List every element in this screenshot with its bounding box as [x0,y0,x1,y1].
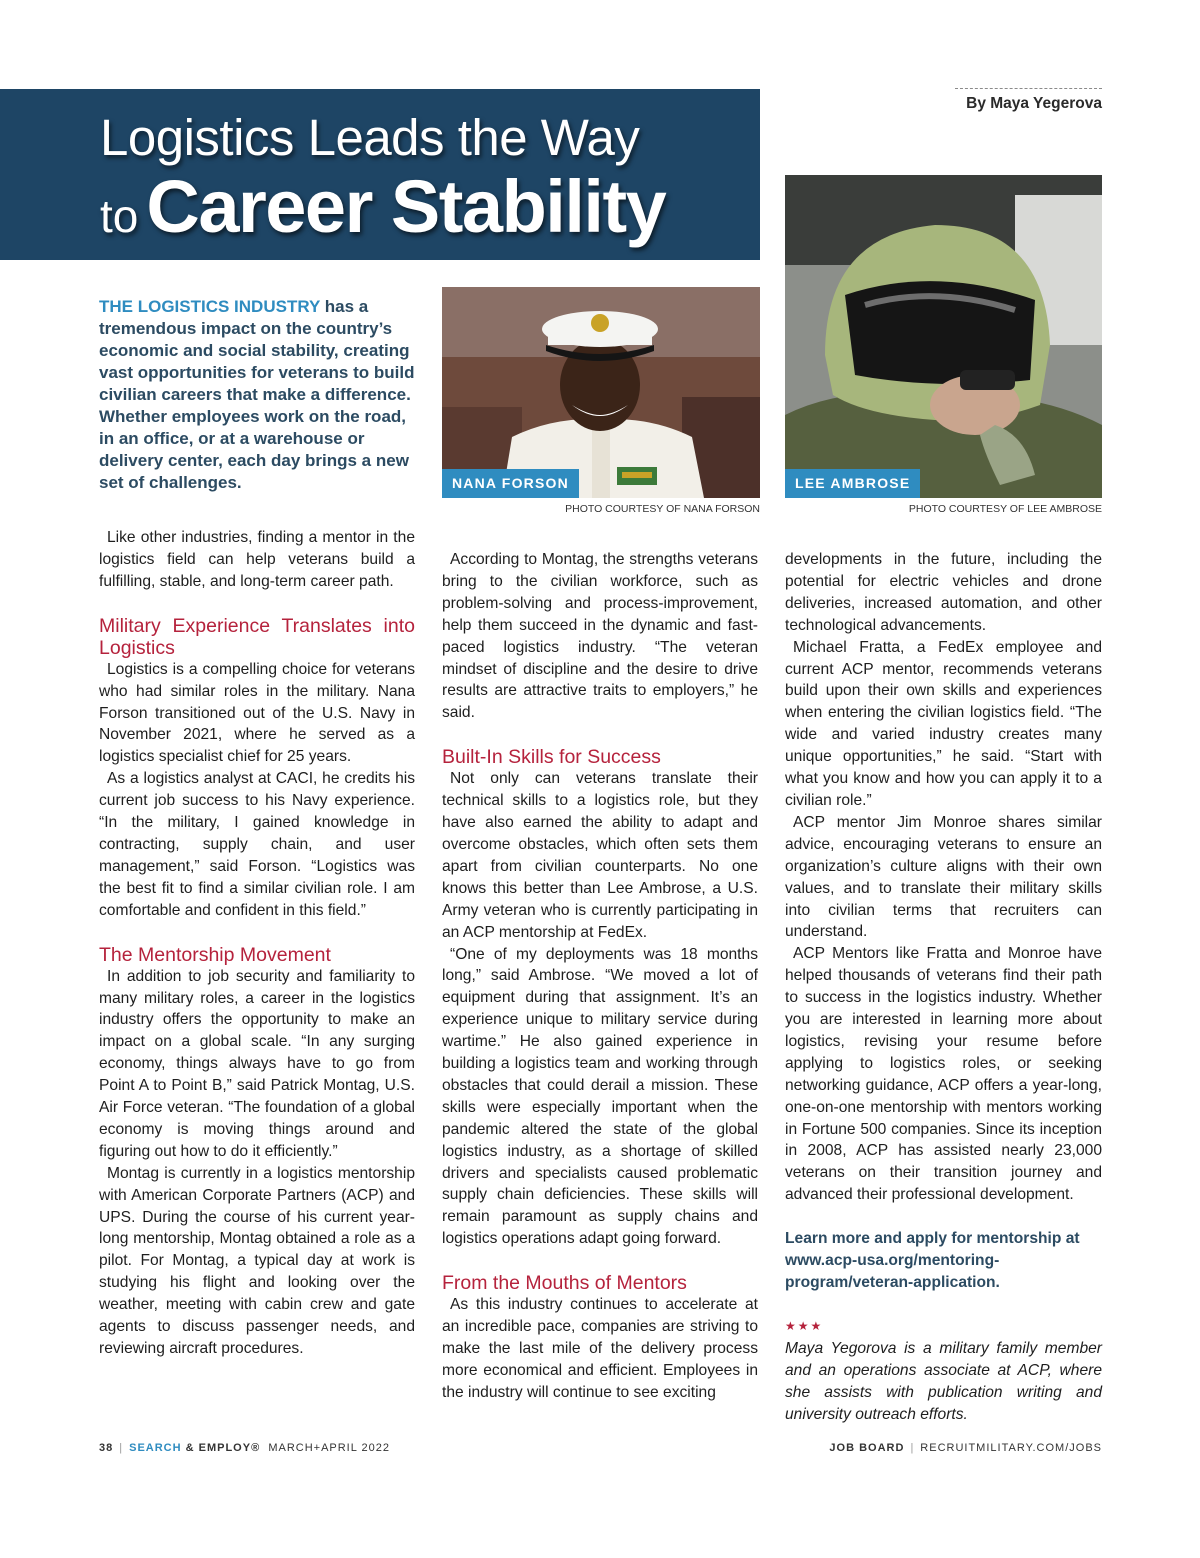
byline-rule [955,88,1102,89]
body-paragraph: Like other industries, finding a mentor in the logistics field can help veterans build a fulfilling, stable, and long-term career path. [99,529,415,590]
footer-right [700,1442,1102,1454]
body-paragraph: ACP mentor Jim Monroe shares similar advice, encouraging veterans to ensure an organization’s culture aligns with their own values, and to translate their military skills into civilian terms that recruiters can understand. [785,813,1102,941]
issue-date: MARCH+APRIL 2022 [268,1442,390,1454]
section-heading: Military Experience Translates into Logistics [99,614,415,659]
photo-credit-nana-forson: PHOTO COURTESY OF NANA FORSON [565,503,760,515]
stars-divider: ★★★ [785,1318,824,1333]
article-column-1 [99,527,415,1360]
section-heading: The Mentorship Movement [99,943,331,966]
body-paragraph: In addition to job security and familiarity to many military roles, a career in the logistics industry offers the opportunity to make an impact on a global scale. “In any surging economy, things always have to go from Point A to Point B,” said Patrick Montag, U.S. Air Force veteran. “The foundation of a global economy is moving things around and figuring out how to do it efficiently.” [99,967,415,1160]
footer-divider: | [910,1442,915,1454]
headline-line-1: Logistics Leads the Way [100,109,640,166]
body-paragraph: ACP Mentors like Fratta and Monroe have helped thousands of veterans find their path to success in the logistics industry. Whether you are interested in learning more about logistics, revising your resume before applying to logistics roles, or seeking networking guidance, ACP offers a year-long, one-on-one mentorship with mentors working in Fortune 500 companies. Since its inception in 2008, ACP has assisted nearly 23,000 veterans on their transition journey and advanced their professional development. [785,945,1102,1204]
intro-paragraph [99,296,419,494]
body-paragraph: As this industry continues to accelerate at an incredible pace, companies are striving to make the last mile of the delivery process more economical and efficient. Employees in the industry will continue to see exciting [442,1296,758,1401]
photo-credit-lee-ambrose: PHOTO COURTESY OF LEE AMBROSE [908,503,1102,515]
section-heading: Built-In Skills for Success [442,746,661,769]
magazine-name-employ: & EMPLOY® [185,1442,261,1454]
footer-url[interactable]: RECRUITMILITARY.COM/JOBS [920,1442,1102,1454]
body-paragraph: “One of my deployments was 18 months long,” said Ambrose. “We moved a lot of equipment during that assignment. It’s an experience unique to military service during wartime.” He also gained experience in building a logistics team and working through obstacles that could derail a mission. These skills were especially important when the pandemic altered the state of the global logistics industry, as a shortage of skilled drivers and specialists caused problematic supply chain deficiencies. These skills will remain paramount as supply chains and logistics operations adapt going forward. [442,945,758,1248]
body-paragraph: Logistics is a compelling choice for veterans who had similar roles in the military. Nana Forson transitioned out of the U.S. Navy in November 2021, where he served as a logistics specialist chief for 25 years. [99,660,415,766]
article-column-2 [442,549,758,1404]
section-heading: From the Mouths of Mentors [442,1272,687,1295]
body-paragraph: Michael Fratta, a FedEx employee and current ACP mentor, recommends veterans build upon their own skills and experiences when entering the civilian logistics field. “The wide and varied industry creates many unique opportunities,” he said. “Start with what you know and how you can apply it to a civilian role.” [785,638,1102,809]
body-paragraph: Montag is currently in a logistics mentorship with American Corporate Partners (ACP) and UPS. During the course of his current year-long mentorship, Montag obtained a role as a pilot. For Montag, a typical day at work is studying his flight and looking over the weather, meeting with cabin crew and gate agents to discuss passenger needs, and reviewing aircraft procedures. [99,1164,415,1357]
footer-left [99,1442,390,1454]
byline: By Maya Yegerova [966,95,1102,112]
intro-text: has a tremendous impact on the country’s economic and social stability, creating vast opportunities for veterans to build civilian careers that make a difference. Whether employees work on the road, in an office, or at a warehouse or delivery center, each day brings a new set of challenges. [99,297,415,492]
headline-line-2 [100,164,665,249]
navy-officer-illustration [442,287,760,498]
photo-nana-forson [442,287,760,498]
magazine-name-search: SEARCH [129,1442,182,1454]
intro-lead: THE LOGISTICS INDUSTRY [99,297,321,316]
mentorship-link[interactable]: Learn more and apply for mentorship at www.acp-usa.org/mentoring-program/veteran-application. [785,1230,1080,1291]
footer-divider: | [119,1442,124,1454]
army-pilot-illustration [785,175,1102,498]
headline-main: Career Stability [146,165,666,248]
body-paragraph: As a logistics analyst at CACI, he credits his current job success to his Navy experience. “In the military, I gained knowledge in contracting, supply chain, and user management,” said Forson. “Logistics was the best fit to find a similar civilian role. I am comfortable and confident in this field.” [99,770,415,919]
caption-tag-lee-ambrose: LEE AMBROSE [785,469,920,498]
body-paragraph: Not only can veterans translate their technical skills to a logistics role, but they have also earned the ability to adapt and overcome obstacles, which often sets them apart from civilian counterparts. No one knows this better than Lee Ambrose, a U.S. Army veteran who is currently participating in an ACP mentorship at FedEx. [442,770,758,941]
body-paragraph: developments in the future, including the potential for electric vehicles and drone deliveries, increased automation, and other technological advancements. [785,551,1102,634]
photo-lee-ambrose [785,175,1102,498]
caption-tag-nana-forson: NANA FORSON [442,469,579,498]
body-paragraph: According to Montag, the strengths veterans bring to the civilian workforce, such as problem-solving and process-improvement, help them succeed in the dynamic and fast-paced logistics industry. “The veteran mindset of discipline and the desire to drive results are attractive traits to employers,” he said. [442,551,758,722]
article-column-3 [785,549,1102,1425]
section-label: JOB BOARD [829,1442,905,1454]
page-number: 38 [99,1442,114,1454]
author-bio: Maya Yegorova is a military family member and an operations associate at ACP, where she assists with publication writing and university outreach efforts. [785,1339,1102,1423]
headline-to: to [100,190,139,242]
